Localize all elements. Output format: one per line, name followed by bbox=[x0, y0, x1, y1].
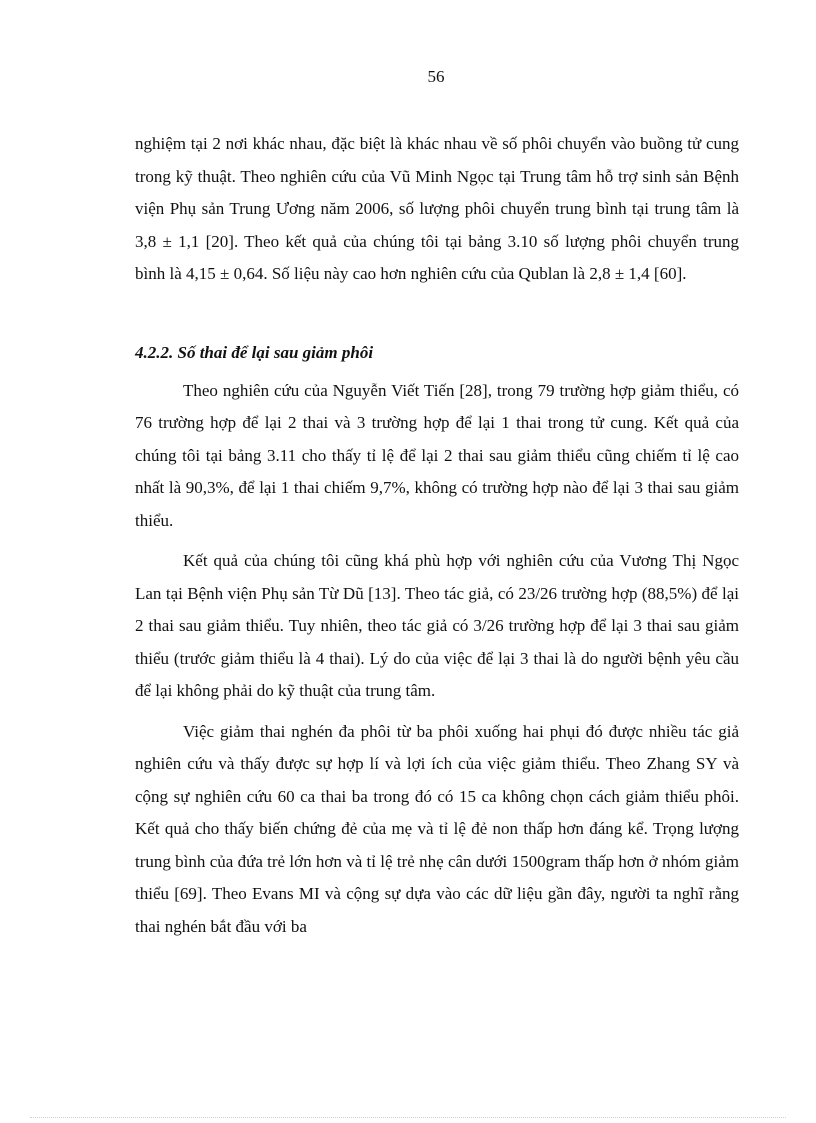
paragraph-continuation: nghiệm tại 2 nơi khác nhau, đặc biệt là khác nhau về số phôi chuyển vào buồng tử cung trong kỹ thuật. Theo nghiên cứu của Vũ Minh Ngọc tại Trung tâm hỗ trợ sinh sản Bệnh viện Phụ sản Trung Ương năm 2006, số lượng phôi chuyển trung bình tại trung tâm là 3,8 ± 1,1 [20]. Theo kết quả của chúng tôi tại bảng 3.10 số lượng phôi chuyển trung bình là 4,15 ± 0,64. Số liệu này cao hơn nghiên cứu của Qublan là 2,8 ± 1,4 [60]. bbox=[135, 134, 739, 283]
document-body bbox=[135, 128, 739, 943]
section-heading: 4.2.2. Số thai để lại sau giảm phôi bbox=[135, 342, 374, 362]
page-bottom-divider bbox=[30, 1117, 786, 1118]
paragraph-comparison: Kết quả của chúng tôi cũng khá phù hợp với nghiên cứu của Vương Thị Ngọc Lan tại Bệnh viện Phụ sản Từ Dũ [13]. Theo tác giả, có 23/26 trường hợp (88,5%) để lại 2 thai sau giảm thiểu. Tuy nhiên, theo tác giả có 3/26 trường hợp để lại 3 thai sau giảm thiểu (trước giảm thiểu là 4 thai). Lý do của việc để lại 3 thai là do người bệnh yêu cầu để lại không phải do kỹ thuật của trung tâm. bbox=[135, 551, 739, 700]
page-number: 56 bbox=[427, 67, 445, 86]
paragraph-reduction-studies: Việc giảm thai nghén đa phôi từ ba phôi xuống hai phụi đó được nhiều tác giả nghiên cứu và thấy được sự hợp lí và lợi ích của việc giảm thiểu. Theo Zhang SY và cộng sự nghiên cứu 60 ca thai ba trong đó có 15 ca không chọn cách giảm thiểu phôi. Kết quả cho thấy biến chứng đẻ của mẹ và tỉ lệ đẻ non thấp hơn đáng kể. Trọng lượng trung bình của đứa trẻ lớn hơn và tỉ lệ trẻ nhẹ cân dưới 1500gram thấp hơn ở nhóm giảm thiểu [69]. Theo Evans MI và cộng sự dựa vào các dữ liệu gần đây, người ta nghĩ rằng thai nghén bắt đầu với ba bbox=[135, 721, 739, 936]
paragraph-embryos-retained: Theo nghiên cứu của Nguyễn Viết Tiến [28], trong 79 trường hợp giảm thiểu, có 76 trường hợp để lại 2 thai và 3 trường hợp để lại 1 thai trong tử cung. Kết quả của chúng tôi tại bảng 3.11 cho thấy tỉ lệ để lại 2 thai sau giảm thiểu cũng chiếm tỉ lệ cao nhất là 90,3%, để lại 1 thai chiếm 9,7%, không có trường hợp nào để lại 3 thai sau giảm thiểu. bbox=[135, 380, 739, 530]
